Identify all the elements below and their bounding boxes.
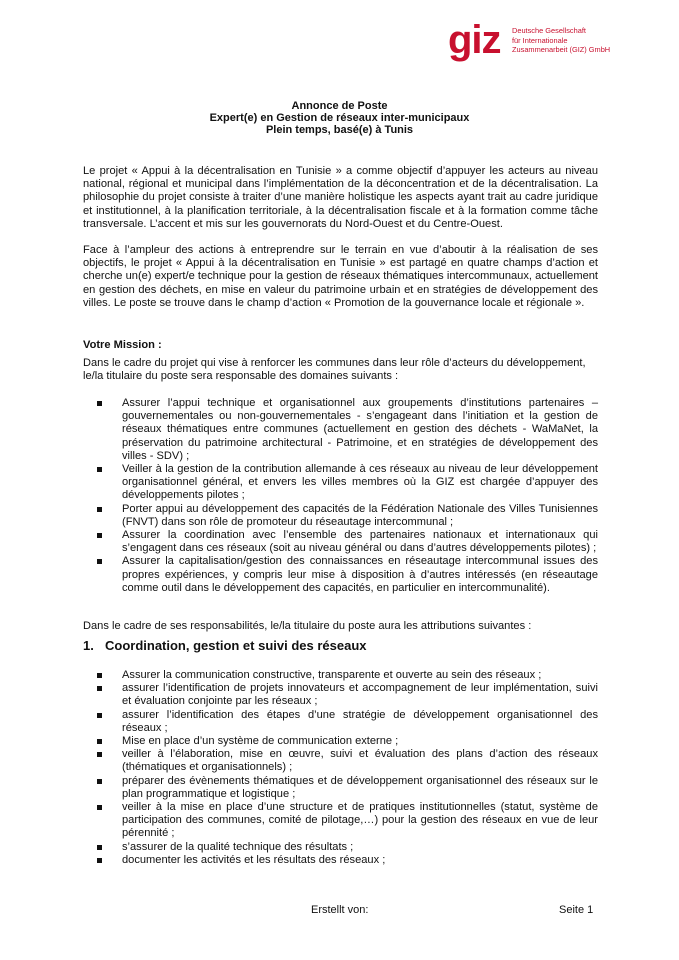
list-item: Assurer la communication constructive, transparente et ouverte au sein des réseaux ;	[97, 669, 598, 682]
mission-outro: Dans le cadre de ses responsabilités, le/la titulaire du poste aura les attributions suivantes :	[83, 620, 532, 632]
intro-paragraph-2: Face à l’ampleur des actions à entreprendre sur le terrain en vue d’aboutir à la réalisation de ses objectifs, le projet « Appui à la décentralisation en Tunisie » est partagé en quatre champs d’action et cherche un(e) expert/e technique pour la gestion de réseaux thématiques intercommunaux, actuellement en gestion des déchets, en mise en valeur du patrimoine urbain et en stratégies de développement des villes. Le poste se trouve dans le champ d’action « Promotion de la gouvernance locale et régionale ».	[83, 244, 598, 309]
list-item: veiller à l’élaboration, mise en œuvre, suivi et évaluation des plans d’action des réseaux (thématiques et organisationnels) ;	[97, 748, 598, 774]
bullet-icon	[97, 401, 102, 406]
mission-title: Votre Mission :	[83, 339, 162, 351]
job-heading	[0, 100, 679, 136]
bullet-icon	[97, 467, 102, 472]
footer-created-by: Erstellt von:	[311, 904, 369, 916]
list-item: Assurer la coordination avec l’ensemble des partenaires nationaux et internationaux qui s’engagent dans ces réseaux (soit au niveau général ou dans d’autres développements pilotes) ;	[97, 529, 598, 555]
heading-line-2: Expert(e) en Gestion de réseaux inter-municipaux	[209, 112, 470, 124]
list-item: s’assurer de la qualité technique des résultats ;	[97, 841, 598, 854]
list-item: Veiller à la gestion de la contribution allemande à ces réseaux au niveau de leur développement organisationnel général, et envers les villes membres où la GIZ est chargée d’appuyer des développements pilotes ;	[97, 463, 598, 503]
logo-line: Deutsche Gesellschaft	[512, 26, 586, 35]
footer-page-number: Seite 1	[559, 904, 594, 916]
logo-line: Zusammenarbeit (GIZ) GmbH	[512, 45, 611, 55]
list-item: Mise en place d’un système de communication externe ;	[97, 735, 598, 748]
heading-line-3: Plein temps, basé(e) à Tunis	[265, 124, 414, 136]
logo-line: für Internationale	[512, 35, 568, 45]
list-item: Assurer la capitalisation/gestion des connaissances en réseautage intercommunal issues des propres expériences, y compris leur mise à disposition à d’autres intéressés (en réseautage comme outil dans le développement des capacités, en particulier en intercommunalité).	[97, 555, 598, 595]
bullet-icon	[97, 533, 102, 538]
bullet-icon	[97, 686, 102, 691]
section-number: 1.	[83, 638, 94, 653]
bullet-icon	[97, 739, 102, 744]
list-item: préparer des évènements thématiques et de développement organisationnel des réseaux sur le plan programmatique et logistique ;	[97, 775, 598, 801]
list-item: Porter appui au développement des capacités de la Fédération Nationale des Villes Tunisiennes (FNVT) dans son rôle de promoteur du réseautage intercommunal ;	[97, 503, 598, 529]
intro-paragraph-1: Le projet « Appui à la décentralisation en Tunisie » a comme objectif d’appuyer les acteurs au niveau national, régional et municipal dans l’implémentation de la déconcentration et de la décentralisation. La philosophie du projet consiste à traiter d’une manière holistique les aspects ayant trait au cadre juridique et institutionnel, à la planification territoriale, à la décentralisation fiscale et à la formation comme tâche transversale. L’accent et mis sur les gouvernorats du Nord-Ouest et du Centre-Ouest.	[83, 165, 598, 230]
logo-text	[512, 26, 652, 55]
list-item: veiller à la mise en place d’une structure et de pratiques institutionnelles (statut, système de participation des communes, comité de pilotage,…) pour la gestion des réseaux en vue de leur pérennité ;	[97, 801, 598, 841]
giz-logo	[448, 18, 648, 68]
mission-list	[97, 397, 598, 595]
bullet-icon	[97, 805, 102, 810]
bullet-icon	[97, 559, 102, 564]
bullet-icon	[97, 845, 102, 850]
list-item: assurer l’identification des étapes d’une stratégie de développement organisationnel des réseaux ;	[97, 709, 598, 735]
bullet-icon	[97, 779, 102, 784]
heading-line-1: Annonce de Poste	[291, 100, 388, 112]
bullet-icon	[97, 752, 102, 757]
mission-intro: Dans le cadre du projet qui vise à renforcer les communes dans leur rôle d’acteurs du développement, le/la titulaire du poste sera responsable des domaines suivants :	[83, 357, 586, 383]
bullet-icon	[97, 858, 102, 863]
section-1-title	[83, 638, 367, 654]
list-item: assurer l’identification de projets innovateurs et accompagnement de leur implémentation, suivi et évaluation conjointe par les réseaux ;	[97, 682, 598, 708]
list-item: Assurer l’appui technique et organisationnel aux groupements d’institutions partenaires – gouvernementales ou non-gouvernementales - s’engageant dans l’initiation et la gestion de réseaux thématiques entre communes (actuellement en gestion des déchets - WaMaNet, la préservation du patrimoine architectural - Patrimoine, et en stratégies de développement des villes - SDV) ;	[97, 397, 598, 463]
logo-mark: giz	[448, 18, 501, 62]
bullet-icon	[97, 713, 102, 718]
section-1-list	[97, 669, 598, 867]
bullet-icon	[97, 673, 102, 678]
bullet-icon	[97, 507, 102, 512]
list-item: documenter les activités et les résultats des réseaux ;	[97, 854, 598, 867]
section-title-text: Coordination, gestion et suivi des réseaux	[105, 638, 367, 653]
